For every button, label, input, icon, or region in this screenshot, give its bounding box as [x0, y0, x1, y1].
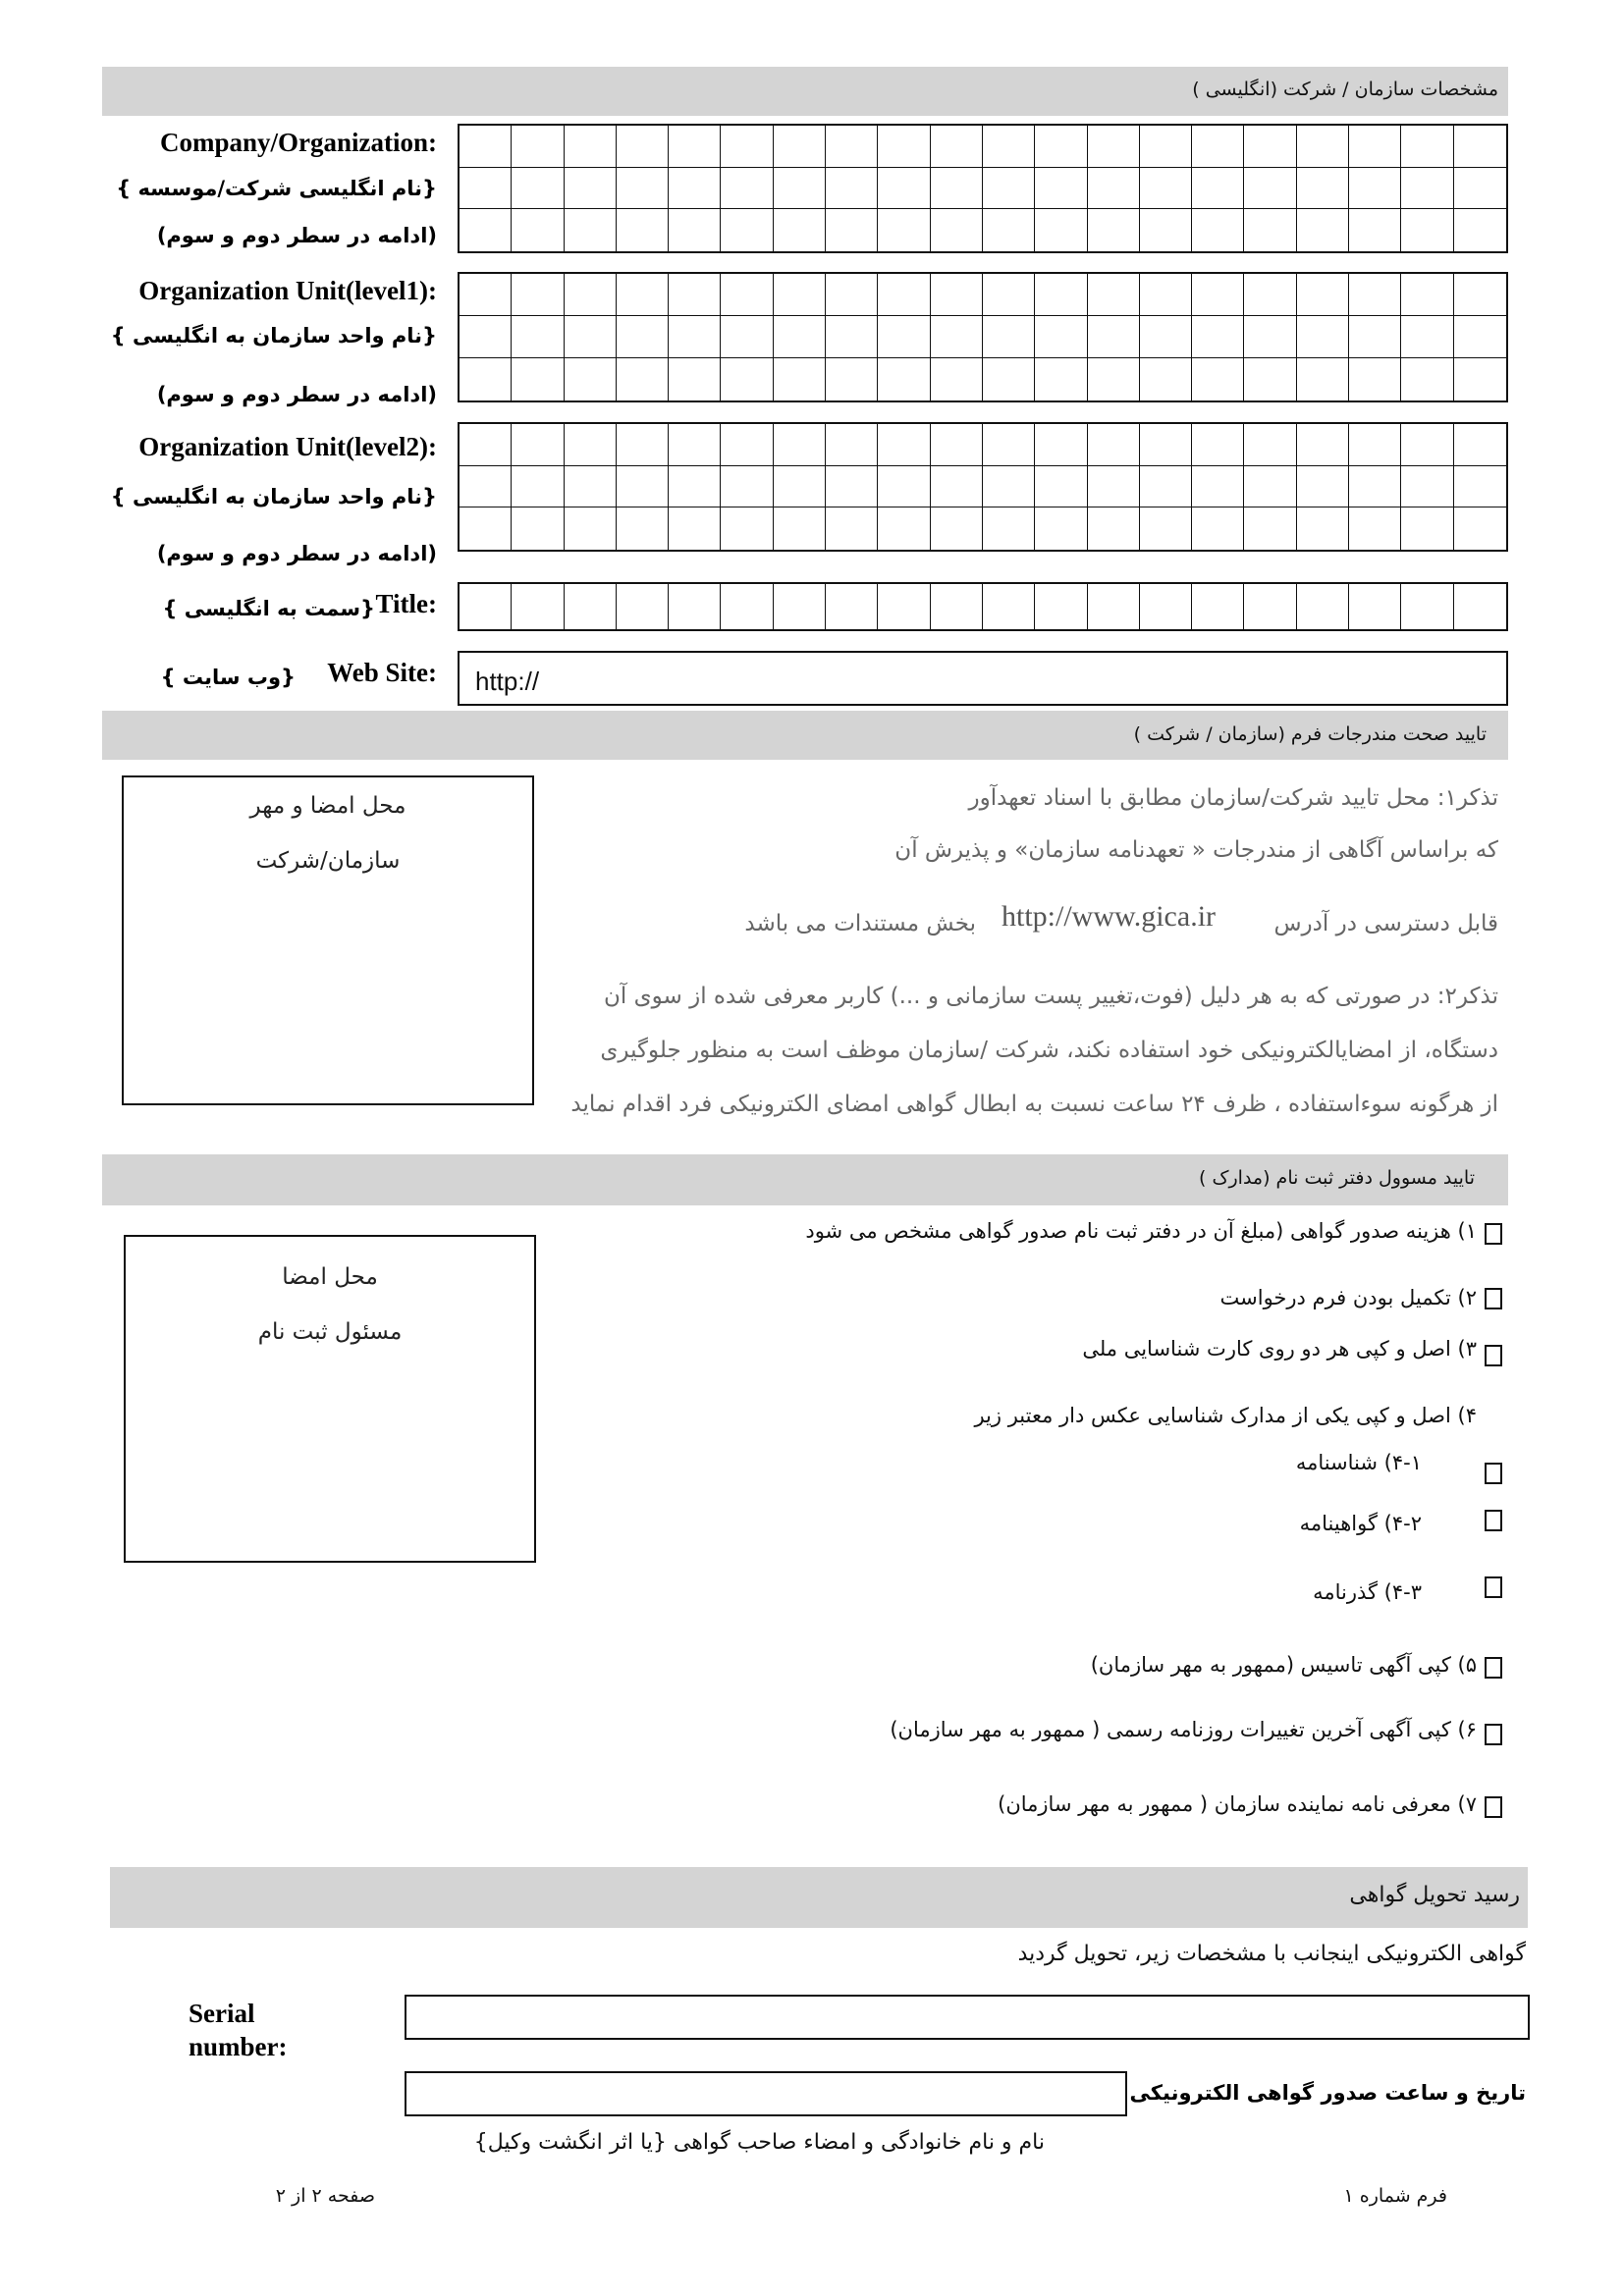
char-cell[interactable]	[1140, 424, 1192, 466]
char-cell[interactable]	[565, 466, 617, 508]
char-cell[interactable]	[565, 168, 617, 210]
char-cell[interactable]	[1401, 584, 1453, 629]
char-cell[interactable]	[931, 168, 983, 210]
char-cell[interactable]	[617, 424, 669, 466]
char-cell[interactable]	[1401, 274, 1453, 316]
char-cell[interactable]	[774, 316, 826, 358]
item4-1-text: ۴-۱) شناسنامه	[1295, 1451, 1422, 1474]
char-cell[interactable]	[774, 168, 826, 210]
issue-datetime-label: تاریخ و ساعت صدور گواهی الکترونیکی	[1129, 2081, 1526, 2105]
unit2-continue-hint: (ادامه در سطر دوم و سوم)	[156, 542, 437, 565]
char-cell[interactable]	[878, 126, 930, 168]
char-cell[interactable]	[1349, 274, 1401, 316]
char-cell[interactable]	[460, 274, 512, 316]
char-cell[interactable]	[460, 424, 512, 466]
unit1-name-grid[interactable]	[458, 272, 1508, 402]
char-cell[interactable]	[1244, 168, 1296, 210]
gica-url-link[interactable]: http://www.gica.ir	[1001, 900, 1217, 933]
char-cell[interactable]	[1401, 209, 1453, 251]
char-cell[interactable]	[1401, 316, 1453, 358]
char-cell[interactable]	[826, 316, 878, 358]
char-cell[interactable]	[460, 358, 512, 400]
unit2-label: Organization Unit(level2):	[138, 432, 437, 461]
char-cell[interactable]	[617, 584, 669, 629]
section-title-org-en: مشخصات سازمان / شرکت (انگلیسی )	[1192, 79, 1498, 100]
serial-number-input[interactable]	[405, 1995, 1530, 2040]
char-cell[interactable]	[669, 424, 721, 466]
section-title-receipt: رسید تحویل گواهی	[1349, 1883, 1520, 1907]
section-title-registrar: تایید مسوول دفتر ثبت نام (مدارک )	[1199, 1167, 1475, 1189]
title-label: Title:	[375, 589, 437, 618]
char-cell[interactable]	[1349, 424, 1401, 466]
note1-line3a: قابل دسترسی در آدرس	[1273, 911, 1498, 936]
char-cell[interactable]	[1401, 424, 1453, 466]
char-cell[interactable]	[1088, 358, 1140, 400]
char-cell[interactable]	[1297, 424, 1349, 466]
char-cell[interactable]	[1088, 466, 1140, 508]
char-cell[interactable]	[1401, 168, 1453, 210]
item7-checkbox[interactable]	[1485, 1796, 1502, 1818]
char-cell[interactable]	[721, 584, 773, 629]
org-stamp-box	[122, 775, 534, 1105]
char-cell[interactable]	[1192, 209, 1244, 251]
char-cell[interactable]	[826, 168, 878, 210]
char-cell[interactable]	[1035, 274, 1087, 316]
char-cell[interactable]	[774, 507, 826, 550]
char-cell[interactable]	[1244, 209, 1296, 251]
char-cell[interactable]	[826, 358, 878, 400]
char-cell[interactable]	[1454, 168, 1506, 210]
char-cell[interactable]	[774, 584, 826, 629]
registrar-sign-line1: محل امضا	[282, 1264, 378, 1290]
title-grid[interactable]	[458, 582, 1508, 631]
char-cell[interactable]	[931, 316, 983, 358]
char-cell[interactable]	[1401, 358, 1453, 400]
org-stamp-line1: محل امضا و مهر	[249, 793, 406, 819]
char-cell[interactable]	[1297, 358, 1349, 400]
char-cell[interactable]	[878, 274, 930, 316]
unit1-continue-hint: (ادامه در سطر دوم و سوم)	[156, 383, 437, 406]
section-header-receipt	[110, 1867, 1528, 1928]
note2-line3: از هرگونه سوءاستفاده ، ظرف ۲۴ ساعت نسبت به ابطال گواهی امضای الکترونیکی فرد اقدام نماید	[570, 1092, 1498, 1117]
item2-text: ۲) تکمیل بودن فرم درخواست	[1219, 1286, 1477, 1309]
char-cell[interactable]	[512, 209, 564, 251]
issue-datetime-input[interactable]	[405, 2071, 1127, 2116]
unit2-name-grid[interactable]	[458, 422, 1508, 552]
char-cell[interactable]	[512, 358, 564, 400]
char-cell[interactable]	[460, 584, 512, 629]
char-cell[interactable]	[512, 126, 564, 168]
company-label: Company/Organization:	[159, 128, 437, 157]
char-cell[interactable]	[878, 168, 930, 210]
char-cell[interactable]	[669, 358, 721, 400]
char-cell[interactable]	[1088, 424, 1140, 466]
char-cell[interactable]	[565, 507, 617, 550]
owner-signature-caption: نام و نام خانوادگی و امضاء صاحب گواهی {یا اثر انگشت وکیل}	[473, 2130, 1045, 2155]
char-cell[interactable]	[512, 466, 564, 508]
char-cell[interactable]	[1297, 274, 1349, 316]
char-cell[interactable]	[565, 126, 617, 168]
section-title-verify: تایید صحت مندرجات فرم (سازمان / شرکت )	[1133, 723, 1487, 745]
char-cell[interactable]	[460, 126, 512, 168]
char-cell[interactable]	[1088, 507, 1140, 550]
char-cell[interactable]	[1140, 466, 1192, 508]
char-cell[interactable]	[983, 584, 1035, 629]
char-cell[interactable]	[878, 507, 930, 550]
char-cell[interactable]	[826, 466, 878, 508]
char-cell[interactable]	[1349, 126, 1401, 168]
unit2-fa-hint: {نام واحد سازمان به انگلیسی }	[110, 485, 437, 508]
char-cell[interactable]	[1244, 316, 1296, 358]
char-cell[interactable]	[1192, 316, 1244, 358]
char-cell[interactable]	[721, 424, 773, 466]
char-cell[interactable]	[617, 168, 669, 210]
char-cell[interactable]	[669, 507, 721, 550]
char-cell[interactable]	[1454, 584, 1506, 629]
char-cell[interactable]	[826, 507, 878, 550]
website-label: Web Site:	[327, 658, 437, 687]
char-cell[interactable]	[512, 424, 564, 466]
char-cell[interactable]	[721, 507, 773, 550]
char-cell[interactable]	[1035, 126, 1087, 168]
company-continue-hint: (ادامه در سطر دوم و سوم)	[156, 224, 437, 247]
char-cell[interactable]	[617, 274, 669, 316]
char-cell[interactable]	[617, 507, 669, 550]
char-cell[interactable]	[1140, 507, 1192, 550]
char-cell[interactable]	[721, 126, 773, 168]
char-cell[interactable]	[1297, 584, 1349, 629]
char-cell[interactable]	[931, 274, 983, 316]
char-cell[interactable]	[931, 584, 983, 629]
char-cell[interactable]	[931, 209, 983, 251]
char-cell[interactable]	[1349, 316, 1401, 358]
char-cell[interactable]	[1088, 316, 1140, 358]
item5-checkbox[interactable]	[1485, 1657, 1502, 1679]
char-cell[interactable]	[1401, 507, 1453, 550]
note1-line3b: بخش مستندات می باشد	[744, 911, 976, 936]
char-cell[interactable]	[1192, 126, 1244, 168]
char-cell[interactable]	[565, 358, 617, 400]
char-cell[interactable]	[1297, 168, 1349, 210]
title-fa-hint: {سمت به انگلیسی }	[162, 597, 375, 620]
char-cell[interactable]	[1401, 466, 1453, 508]
char-cell[interactable]	[1297, 126, 1349, 168]
char-cell[interactable]	[1140, 584, 1192, 629]
char-cell[interactable]	[1192, 168, 1244, 210]
char-cell[interactable]	[1140, 168, 1192, 210]
char-cell[interactable]	[721, 274, 773, 316]
char-cell[interactable]	[565, 209, 617, 251]
char-cell[interactable]	[774, 126, 826, 168]
char-cell[interactable]	[774, 274, 826, 316]
char-cell[interactable]	[1349, 584, 1401, 629]
char-cell[interactable]	[1140, 126, 1192, 168]
note1-line1: تذکر۱: محل تایید شرکت/سازمان مطابق با اسناد تعهدآور	[968, 785, 1498, 811]
char-cell[interactable]	[826, 584, 878, 629]
char-cell[interactable]	[565, 424, 617, 466]
char-cell[interactable]	[669, 209, 721, 251]
char-cell[interactable]	[774, 466, 826, 508]
item4-3-checkbox[interactable]	[1485, 1576, 1502, 1598]
char-cell[interactable]	[1035, 209, 1087, 251]
serial-label-line2: number:	[189, 2032, 288, 2061]
char-cell[interactable]	[565, 274, 617, 316]
char-cell[interactable]	[983, 126, 1035, 168]
char-cell[interactable]	[1244, 126, 1296, 168]
char-cell[interactable]	[1454, 209, 1506, 251]
char-cell[interactable]	[1140, 209, 1192, 251]
char-cell[interactable]	[1140, 358, 1192, 400]
char-cell[interactable]	[1192, 466, 1244, 508]
char-cell[interactable]	[983, 507, 1035, 550]
char-cell[interactable]	[1454, 316, 1506, 358]
item4-1-checkbox[interactable]	[1485, 1463, 1502, 1484]
char-cell[interactable]	[983, 358, 1035, 400]
char-cell[interactable]	[1088, 209, 1140, 251]
item5-text: ۵) کپی آگهی تاسیس (ممهور به مهر سازمان)	[1090, 1653, 1477, 1677]
char-cell[interactable]	[565, 584, 617, 629]
char-cell[interactable]	[983, 168, 1035, 210]
form-number: فرم شماره ۱	[1343, 2185, 1447, 2207]
website-fa-hint: {وب سایت }	[160, 666, 296, 689]
char-cell[interactable]	[1244, 466, 1296, 508]
char-cell[interactable]	[826, 209, 878, 251]
item6-checkbox[interactable]	[1485, 1724, 1502, 1745]
serial-label-line1: Serial	[189, 1999, 255, 2028]
char-cell[interactable]	[565, 316, 617, 358]
char-cell[interactable]	[1244, 584, 1296, 629]
org-stamp-line2: سازمان/شرکت	[255, 848, 401, 874]
char-cell[interactable]	[1349, 507, 1401, 550]
char-cell[interactable]	[1192, 507, 1244, 550]
char-cell[interactable]	[669, 274, 721, 316]
char-cell[interactable]	[669, 466, 721, 508]
char-cell[interactable]	[878, 466, 930, 508]
unit1-fa-hint: {نام واحد سازمان به انگلیسی }	[110, 324, 437, 347]
char-cell[interactable]	[460, 466, 512, 508]
char-cell[interactable]	[1192, 424, 1244, 466]
website-value: http://	[475, 667, 540, 696]
char-cell[interactable]	[1035, 424, 1087, 466]
char-cell[interactable]	[1349, 358, 1401, 400]
char-cell[interactable]	[931, 358, 983, 400]
char-cell[interactable]	[983, 274, 1035, 316]
char-cell[interactable]	[878, 358, 930, 400]
item3-text: ۳) اصل و کپی هر دو روی کارت شناسایی ملی	[1082, 1337, 1477, 1361]
char-cell[interactable]	[1454, 507, 1506, 550]
char-cell[interactable]	[1035, 316, 1087, 358]
char-cell[interactable]	[669, 126, 721, 168]
char-cell[interactable]	[878, 584, 930, 629]
char-cell[interactable]	[1297, 507, 1349, 550]
char-cell[interactable]	[1454, 466, 1506, 508]
page-number: صفحه ۲ از ۲	[275, 2185, 375, 2207]
item3-checkbox[interactable]	[1485, 1345, 1502, 1366]
char-cell[interactable]	[983, 209, 1035, 251]
char-cell[interactable]	[774, 358, 826, 400]
char-cell[interactable]	[1088, 168, 1140, 210]
char-cell[interactable]	[617, 466, 669, 508]
char-cell[interactable]	[1349, 168, 1401, 210]
char-cell[interactable]	[617, 209, 669, 251]
char-cell[interactable]	[721, 316, 773, 358]
note2-line1: تذکر۲: در صورتی که به هر دلیل (فوت،تغییر پست سازمانی و ...) کاربر معرفی شده از سوی آن	[604, 984, 1498, 1009]
char-cell[interactable]	[826, 126, 878, 168]
receipt-intro: گواهی الکترونیکی اینجانب با مشخصات زیر، تحویل گردید	[1017, 1942, 1526, 1966]
char-cell[interactable]	[774, 209, 826, 251]
char-cell[interactable]	[1297, 209, 1349, 251]
item4-3-text: ۴-۳) گذرنامه	[1313, 1580, 1422, 1604]
item6-text: ۶) کپی آگهی آخرین تغییرات روزنامه رسمی ( ممهور به مهر سازمان)	[890, 1718, 1477, 1741]
char-cell[interactable]	[512, 274, 564, 316]
note1-line2: که براساس آگاهی از مندرجات « تعهدنامه سازمان» و پذیرش آن	[894, 837, 1498, 863]
item4-2-text: ۴-۲) گواهینامه	[1299, 1512, 1422, 1535]
char-cell[interactable]	[669, 316, 721, 358]
char-cell[interactable]	[460, 507, 512, 550]
char-cell[interactable]	[1035, 466, 1087, 508]
char-cell[interactable]	[1035, 168, 1087, 210]
char-cell[interactable]	[1349, 466, 1401, 508]
item1-checkbox[interactable]	[1485, 1223, 1502, 1245]
char-cell[interactable]	[1454, 358, 1506, 400]
char-cell[interactable]	[1088, 274, 1140, 316]
char-cell[interactable]	[983, 466, 1035, 508]
char-cell[interactable]	[512, 507, 564, 550]
char-cell[interactable]	[1140, 316, 1192, 358]
char-cell[interactable]	[1454, 126, 1506, 168]
char-cell[interactable]	[617, 358, 669, 400]
char-cell[interactable]	[1401, 126, 1453, 168]
char-cell[interactable]	[721, 358, 773, 400]
char-cell[interactable]	[931, 507, 983, 550]
char-cell[interactable]	[721, 168, 773, 210]
char-cell[interactable]	[1192, 358, 1244, 400]
item4-text: ۴) اصل و کپی یکی از مدارک شناسایی عکس دار معتبر زیر	[974, 1404, 1477, 1427]
char-cell[interactable]	[721, 466, 773, 508]
char-cell[interactable]	[878, 209, 930, 251]
char-cell[interactable]	[931, 424, 983, 466]
char-cell[interactable]	[1244, 274, 1296, 316]
char-cell[interactable]	[1035, 507, 1087, 550]
registrar-sign-line2: مسئول ثبت نام	[257, 1319, 403, 1345]
char-cell[interactable]	[617, 126, 669, 168]
char-cell[interactable]	[1244, 358, 1296, 400]
char-cell[interactable]	[1088, 584, 1140, 629]
char-cell[interactable]	[460, 316, 512, 358]
char-cell[interactable]	[931, 466, 983, 508]
char-cell[interactable]	[460, 209, 512, 251]
char-cell[interactable]	[1140, 274, 1192, 316]
char-cell[interactable]	[1244, 507, 1296, 550]
char-cell[interactable]	[983, 316, 1035, 358]
char-cell[interactable]	[460, 168, 512, 210]
item2-checkbox[interactable]	[1485, 1288, 1502, 1309]
char-cell[interactable]	[1192, 584, 1244, 629]
char-cell[interactable]	[1454, 274, 1506, 316]
char-cell[interactable]	[721, 209, 773, 251]
char-cell[interactable]	[983, 424, 1035, 466]
char-cell[interactable]	[1035, 358, 1087, 400]
char-cell[interactable]	[826, 274, 878, 316]
item7-text: ۷) معرفی نامه نماینده سازمان ( ممهور به مهر سازمان)	[998, 1792, 1477, 1816]
char-cell[interactable]	[1192, 274, 1244, 316]
char-cell[interactable]	[826, 424, 878, 466]
item1-text: ۱) هزینه صدور گواهی (مبلغ آن در دفتر ثبت نام صدور گواهی مشخص می شود	[805, 1219, 1477, 1243]
char-cell[interactable]	[512, 316, 564, 358]
website-input[interactable]	[458, 651, 1508, 706]
char-cell[interactable]	[931, 126, 983, 168]
company-name-grid[interactable]	[458, 124, 1508, 253]
char-cell[interactable]	[878, 424, 930, 466]
char-cell[interactable]	[512, 168, 564, 210]
char-cell[interactable]	[1349, 209, 1401, 251]
company-fa-hint: {نام انگلیسی شرکت/موسسه }	[116, 177, 437, 200]
char-cell[interactable]	[878, 316, 930, 358]
char-cell[interactable]	[669, 584, 721, 629]
char-cell[interactable]	[1035, 584, 1087, 629]
note2-line2: دستگاه، از امضایالکترونیکی خود استفاده نکند، شرکت /سازمان موظف است به منظور جلوگیری	[600, 1038, 1498, 1063]
char-cell[interactable]	[1088, 126, 1140, 168]
char-cell[interactable]	[774, 424, 826, 466]
item4-2-checkbox[interactable]	[1485, 1510, 1502, 1531]
char-cell[interactable]	[1244, 424, 1296, 466]
char-cell[interactable]	[617, 316, 669, 358]
char-cell[interactable]	[512, 584, 564, 629]
unit1-label: Organization Unit(level1):	[138, 276, 437, 305]
char-cell[interactable]	[1454, 424, 1506, 466]
char-cell[interactable]	[1297, 466, 1349, 508]
char-cell[interactable]	[669, 168, 721, 210]
char-cell[interactable]	[1297, 316, 1349, 358]
